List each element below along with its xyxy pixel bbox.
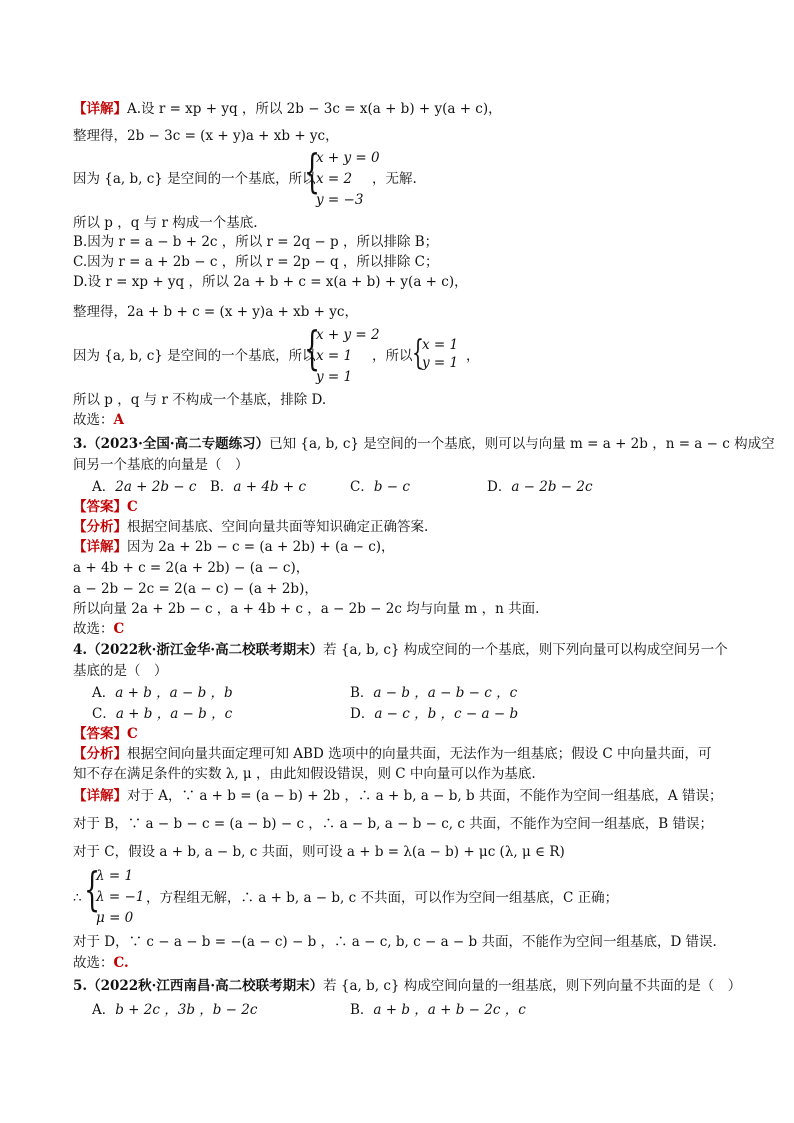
q4-option-d: D．a − c ，b ，c − a − b xyxy=(350,706,519,722)
q5-source: （2022秋·江西南昌·高二校联考期末） xyxy=(87,978,324,994)
q3-option-a: A．2a + 2b − c xyxy=(92,479,197,495)
eq-row: x = 2 xyxy=(316,171,353,187)
q2-simplify-line-d: 整理得，2a + b + c = (x + y)a + xb + yc， xyxy=(73,304,358,320)
q4-option-a: A．a + b ，a − b ，b xyxy=(92,685,233,701)
eq-row: λ = −1 xyxy=(96,889,145,905)
q3-answer: C xyxy=(127,499,138,515)
q2-so-text: ，所以 xyxy=(372,348,413,364)
q4-stem-line1: 4.（2022秋·浙江金华·高二校联考期末）若 {a, b, c} 构成空间的一个基底，则下列向量可以构成空间另一个 xyxy=(73,642,728,658)
q4-choose: 故选：C. xyxy=(73,955,129,971)
q4-stem-line2: 基底的是（ ） xyxy=(73,663,168,679)
q4-equation-system xyxy=(84,862,154,926)
q4-answer: C xyxy=(127,726,138,742)
q2-no-solution: ，无解. xyxy=(372,171,417,187)
q2-option-d-line: D.设 r = xp + yq ，所以 2a + b + c = x(a + b) + y(a + c)， xyxy=(73,274,468,290)
q4-analysis-line2: 知不存在满足条件的实数 λ, μ ，由此知假设错误，则 C 中向量可以作为基底. xyxy=(73,766,536,782)
eq-row: x + y = 2 xyxy=(316,327,380,343)
q4-number: 4. xyxy=(73,642,88,658)
q4-detail-line1: 【详解】对于 A，∵ a + b = (a − b) + 2b ，∴ a + b, a − b, b 共面，不能作为空间一组基底，A 错误； xyxy=(73,788,723,804)
q2-basis-line: 因为 {a, b, c} 是空间的一个基底，所以 xyxy=(73,171,316,187)
q2-detail-line1 xyxy=(73,100,502,118)
q2-choose: 故选：A xyxy=(73,412,124,428)
q3-option-d: D．a − 2b − 2c xyxy=(487,479,593,495)
q3-analysis-line: 【分析】根据空间基底、空间向量共面等知识确定正确答案. xyxy=(73,519,429,535)
q4-option-b: B．a − b ，a − b − c ，c xyxy=(350,685,518,701)
left-brace: { xyxy=(304,144,321,198)
q4-analysis-line1: 【分析】根据空间向量共面定理可知 ABD 选项中的向量共面，无法作为一组基底；假设 C 中向量共面，可 xyxy=(73,746,712,762)
q3-detail-line4: 所以向量 2a + 2b − c ，a + 4b + c ，a − 2b − 2c 均与向量 m ，n 共面. xyxy=(73,601,540,617)
q4-detail-line5: 对于 D，∵ c − a − b = −(a − c) − b ，∴ a − c, b, c − a − b 共面，不能作为空间一组基底，D 错误. xyxy=(73,934,717,950)
q3-detail-line2: a + 4b + c = 2(a + 2b) − (a − c)， xyxy=(73,560,310,576)
eq-row: y = −3 xyxy=(316,192,364,208)
eq-row: x = 1 xyxy=(422,337,459,353)
q3-stem-line2: 间另一个基底的向量是（ ） xyxy=(73,457,249,473)
left-brace: { xyxy=(304,321,321,375)
q2-conclusion-d: 所以 p ，q 与 r 不构成一个基底，排除 D. xyxy=(73,392,327,408)
q5-stem: 5.（2022秋·江西南昌·高二校联考期末）若 {a, b, c} 构成空间向量的一组基底，则下列向量不共面的是（ ） xyxy=(73,978,742,994)
q2-choose-answer: A xyxy=(113,412,124,428)
q2-simplify-line: 整理得，2b − 3c = (x + y)a + xb + yc， xyxy=(73,128,339,144)
left-brace: { xyxy=(84,862,101,916)
q3-option-c: C．b − c xyxy=(350,479,410,495)
q3-stem-line1: 3.（2023·全国·高二专题练习）已知 {a, b, c} 是空间的一个基底，则可以与向量 m = a + 2b ，n = a − c 构成空 xyxy=(73,436,775,452)
q4-source: （2022秋·浙江金华·高二校联考期末） xyxy=(87,642,324,658)
q3-detail-line1: 【详解】因为 2a + 2b − c = (a + 2b) + (a − c)， xyxy=(73,539,395,555)
q4-answer-line: 【答案】C xyxy=(73,726,138,742)
q4-option-c: C．a + b ，a − b ，c xyxy=(92,706,233,722)
q2-equation-system-2 xyxy=(304,321,380,385)
q5-number: 5. xyxy=(73,978,88,994)
q2-option-b-line: B.因为 r = a − b + 2c ，所以 r = 2q − p ，所以排除 B； xyxy=(73,234,439,250)
q3-source: （2023·全国·高二专题练习） xyxy=(87,436,270,452)
q4-therefore: ∴ xyxy=(73,890,82,906)
q2-equation-system-1 xyxy=(304,144,380,208)
q2-equation-system-3 xyxy=(412,333,472,376)
q2-basis-line-d: 因为 {a, b, c} 是空间的一个基底，所以 xyxy=(73,348,316,364)
q2-comma: ， xyxy=(466,348,480,364)
q3-detail-line3: a − 2b − 2c = 2(a − c) − (a + 2b)， xyxy=(73,581,318,597)
q3-number: 3. xyxy=(73,436,88,452)
q5-option-a: A．b + 2c ，3b ，b − 2c xyxy=(92,1002,258,1018)
q3-choose: 故选：C xyxy=(73,621,125,637)
q4-detail-line4: ，方程组无解，∴ a + b, a − b, c 不共面，可以作为空间一组基底，C 正确； xyxy=(146,890,619,906)
q3-option-b: B．a + 4b + c xyxy=(210,479,307,495)
eq-row: y = 1 xyxy=(316,369,353,385)
detail-tag: 【详解】 xyxy=(73,101,127,117)
q4-detail-line3: 对于 C，假设 a + b, a − b, c 共面，则可设 a + b = λ(a − b) + μc (λ, μ ∈ R) xyxy=(73,844,565,860)
eq-row: x + y = 0 xyxy=(316,150,380,166)
q3-answer-line: 【答案】C xyxy=(73,499,138,515)
eq-row: x = 1 xyxy=(316,348,353,364)
q5-option-b: B．a + b ，a + b − 2c ，c xyxy=(350,1002,526,1018)
eq-row: μ = 0 xyxy=(96,910,134,926)
left-brace: { xyxy=(412,333,424,373)
q2-detail-text: A.设 r = xp + yq ，所以 2b − 3c = x(a + b) + y(a + c)， xyxy=(127,101,502,117)
eq-row: y = 1 xyxy=(422,355,459,371)
q2-conclusion-a: 所以 p ，q 与 r 构成一个基底. xyxy=(73,215,258,231)
q2-option-c-line: C.因为 r = a + 2b − c ，所以 r = 2p − q ，所以排除 C； xyxy=(73,254,439,270)
q4-detail-line2: 对于 B，∵ a − b − c = (a − b) − c ，∴ a − b, a − b − c, c 共面，不能作为空间一组基底，B 错误； xyxy=(73,816,713,832)
eq-row: λ = 1 xyxy=(96,868,134,884)
